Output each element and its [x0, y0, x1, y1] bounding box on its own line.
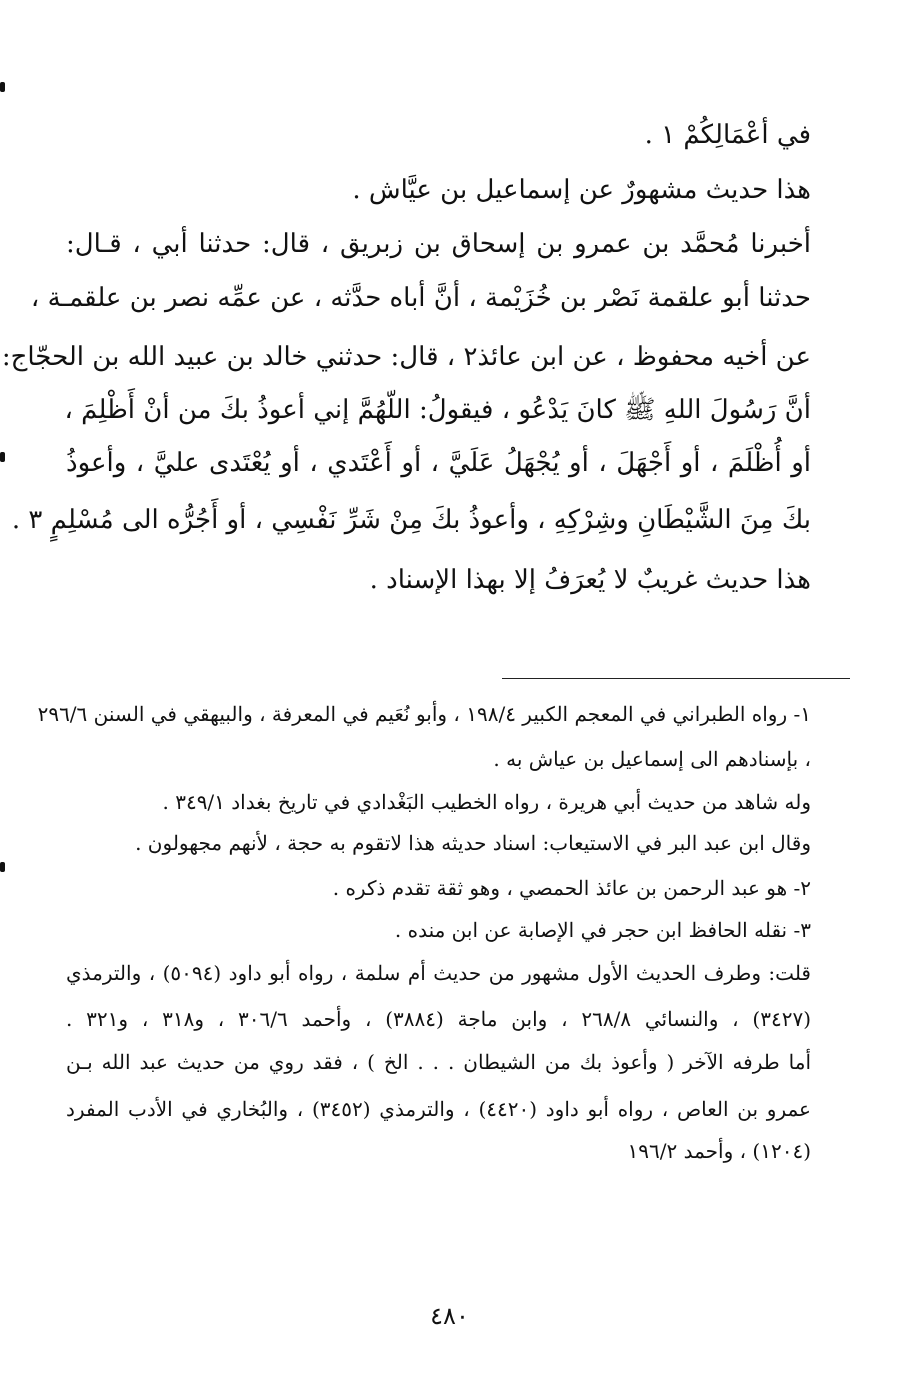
footnote-line-4: وقال ابن عبد البر في الاستيعاب: اسناد حديثه هذا لاتقوم به حجة ، لأنهم مجهولون . — [135, 831, 811, 855]
footnote-line-11: (١٢٠٤) ، وأحمد ١٩٦/٢ — [627, 1139, 811, 1163]
page-number: ٤٨٠ — [430, 1302, 469, 1330]
main-text-line-3: أخبرنا مُحمَّد بن عمرو بن إسحاق بن زبريق ، قال: حدثنا أبي ، قـال: — [66, 229, 811, 259]
main-text-line-9: هذا حديث غريبٌ لا يُعرَفُ إلا بهذا الإسناد . — [369, 565, 811, 595]
margin-mark-bottom — [0, 862, 5, 872]
footnote-line-8: (٣٤٢٧) ، والنسائي ٢٦٨/٨ ، وابن ماجة (٣٨٨٤) ، وأحمد ٣٠٦/٦ ، و٣١٨ ، و٣٢١ . — [66, 1007, 811, 1031]
footnote-line-6: ٣- نقله الحافظ ابن حجر في الإصابة عن ابن منده . — [394, 918, 811, 942]
footnote-line-5: ٢- هو عبد الرحمن بن عائذ الحمصي ، وهو ثقة تقدم ذكره . — [332, 876, 811, 900]
footnote-line-9: أما طرفه الآخر ( وأعوذ بك من الشيطان . . . الخ ) ، فقد روي من حديث عبد الله بـن — [66, 1050, 811, 1074]
main-text-line-2: هذا حديث مشهورٌ عن إسماعيل بن عيَّاش . — [352, 175, 811, 205]
main-text-line-1: في أعْمَالِكُمْ ١ . — [644, 120, 811, 150]
footnote-line-7: قلت: وطرف الحديث الأول مشهور من حديث أم سلمة ، رواه أبو داود (٥٠٩٤) ، والترمذي — [66, 961, 811, 985]
footnote-line-3: وله شاهد من حديث أبي هريرة ، رواه الخطيب البَغْدادي في تاريخ بغداد ٣٤٩/١ . — [162, 790, 811, 814]
main-text-line-7: أو أُظْلَمَ ، أو أَجْهَلَ ، أو يُجْهَلُ عَلَيَّ ، أو أَعْتَدي ، أو يُعْتَدى عليَّ ، وأعوذُ — [66, 448, 811, 478]
footnote-line-1: ١- رواه الطبراني في المعجم الكبير ١٩٨/٤ ، وأبو نُعَيم في المعرفة ، والبيهقي في السنن ٢٩٦/٦ — [37, 702, 811, 726]
main-text-line-8: بكَ مِنَ الشَّيْطَانِ وشِرْكِهِ ، وأعوذُ بكَ مِنْ شَرِّ نَفْسِي ، أو أَجُرُّه الى مُسْلِمٍ ٣ . — [11, 505, 811, 535]
margin-mark-middle — [0, 452, 5, 462]
margin-mark-top — [0, 82, 5, 92]
footnote-line-10: عمرو بن العاص ، رواه أبو داود (٤٤٢٠) ، والترمذي (٣٤٥٢) ، والبُخاري في الأدب المفرد — [66, 1097, 811, 1121]
footnote-separator — [502, 678, 850, 679]
main-text-line-6: أنَّ رَسُولَ اللهِ ﷺ كانَ يَدْعُو ، فيقولُ: اللّهُمَّ إني أعوذُ بكَ من أنْ أَظْلِمَ ، — [64, 395, 811, 425]
footnote-line-2: ، بإسنادهم الى إسماعيل بن عياش به . — [493, 747, 811, 771]
main-text-line-4: حدثنا أبو علقمة نَصْر بن خُزَيْمة ، أنَّ أباه حدَّثه ، عن عمِّه نصر بن علقمـة ، — [30, 283, 811, 313]
main-text-line-5: عن أخيه محفوظ ، عن ابن عائذ٢ ، قال: حدثني خالد بن عبيد الله بن الحجّاج: — [1, 342, 811, 372]
